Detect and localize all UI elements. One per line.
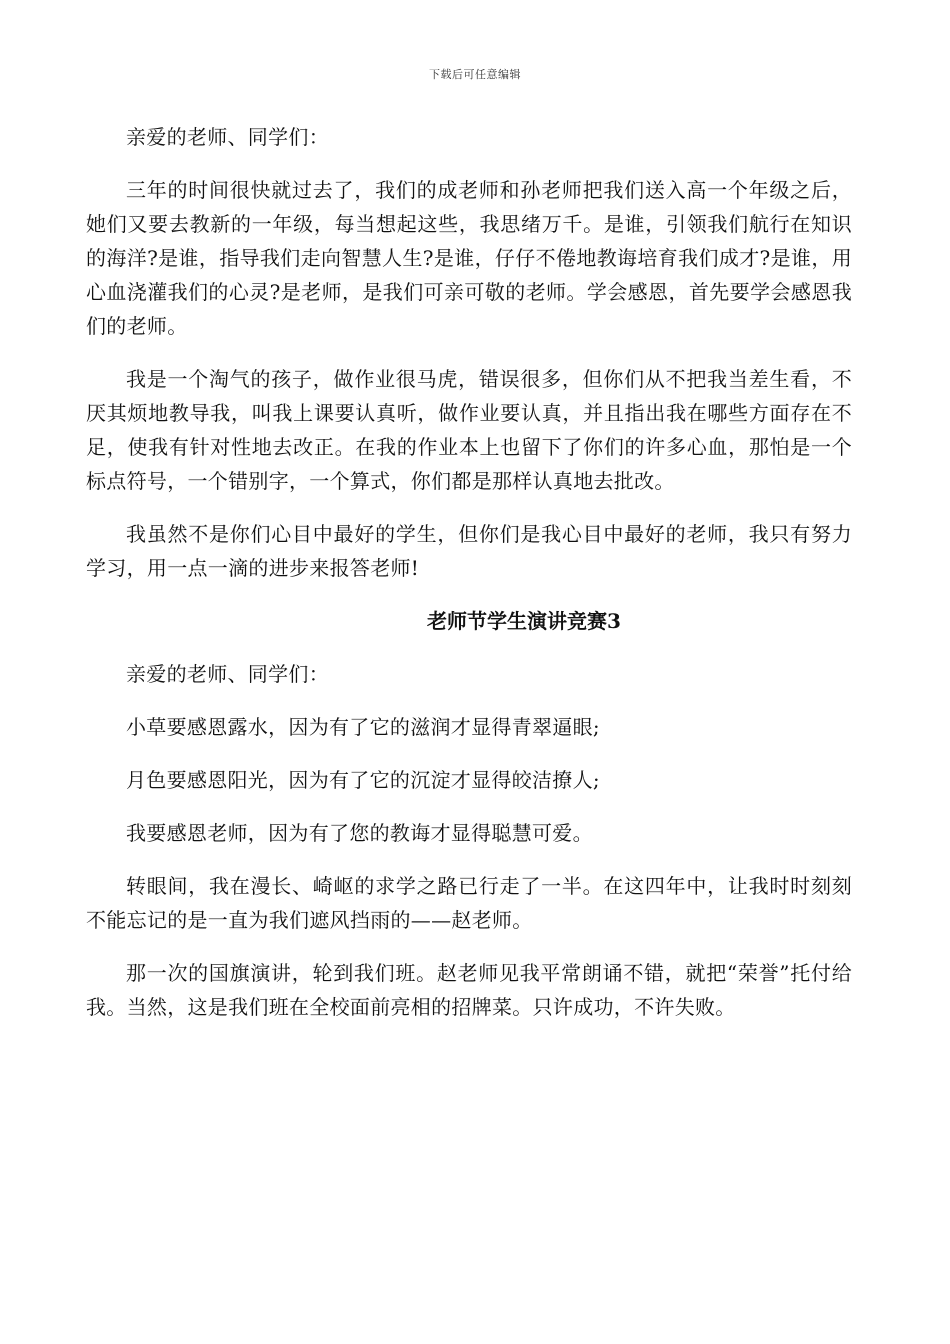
- section-title: 老师节学生演讲竞赛3: [427, 609, 621, 633]
- page-header: 下载后可任意编辑: [429, 68, 521, 81]
- paragraph: 我是一个淘气的孩子，做作业很马虎，错误很多，但你们从不把我当差生看，不厌其烦地教导我，叫我上课要认真听，做作业要认真，并且指出我在哪些方面存在不足，使我有针对性地去改正。在我的作业本上也留下了你们的许多心血，那怕是一个标点符号，一个错别字，一个算式，你们都是那样认真地去批改。: [86, 367, 852, 493]
- paragraph: 小草要感恩露水，因为有了它的滋润才显得青翠逼眼;: [126, 715, 600, 739]
- salutation: 亲爱的老师、同学们：: [126, 125, 329, 149]
- document-body: [86, 120, 852, 1043]
- paragraph: 月色要感恩阳光，因为有了它的沉淀才显得皎洁撩人;: [126, 768, 600, 792]
- salutation: 亲爱的老师、同学们：: [126, 662, 329, 686]
- paragraph: 我要感恩老师，因为有了您的教诲才显得聪慧可爱。: [126, 821, 593, 845]
- paragraph: 那一次的国旗演讲，轮到我们班。赵老师见我平常朗诵不错，就把“荣誉”托付给我。当然，这是我们班在全校面前亮相的招牌菜。只许成功，不许失败。: [86, 961, 852, 1019]
- paragraph: 三年的时间很快就过去了，我们的成老师和孙老师把我们送入高一个年级之后，她们又要去教新的一年级，每当想起这些，我思绪万千。是谁，引领我们航行在知识的海洋?是谁，指导我们走向智慧人生?是谁，仔仔不倦地教诲培育我们成才?是谁，用心血浇灌我们的心灵?是老师，是我们可亲可敬的老师。学会感恩，首先要学会感恩我们的老师。: [86, 178, 852, 338]
- paragraph: 我虽然不是你们心目中最好的学生，但你们是我心目中最好的老师，我只有努力学习，用一点一滴的进步来报答老师!: [86, 522, 852, 580]
- paragraph: 转眼间，我在漫长、崎岖的求学之路已行走了一半。在这四年中，让我时时刻刻不能忘记的是一直为我们遮风挡雨的——赵老师。: [86, 874, 852, 932]
